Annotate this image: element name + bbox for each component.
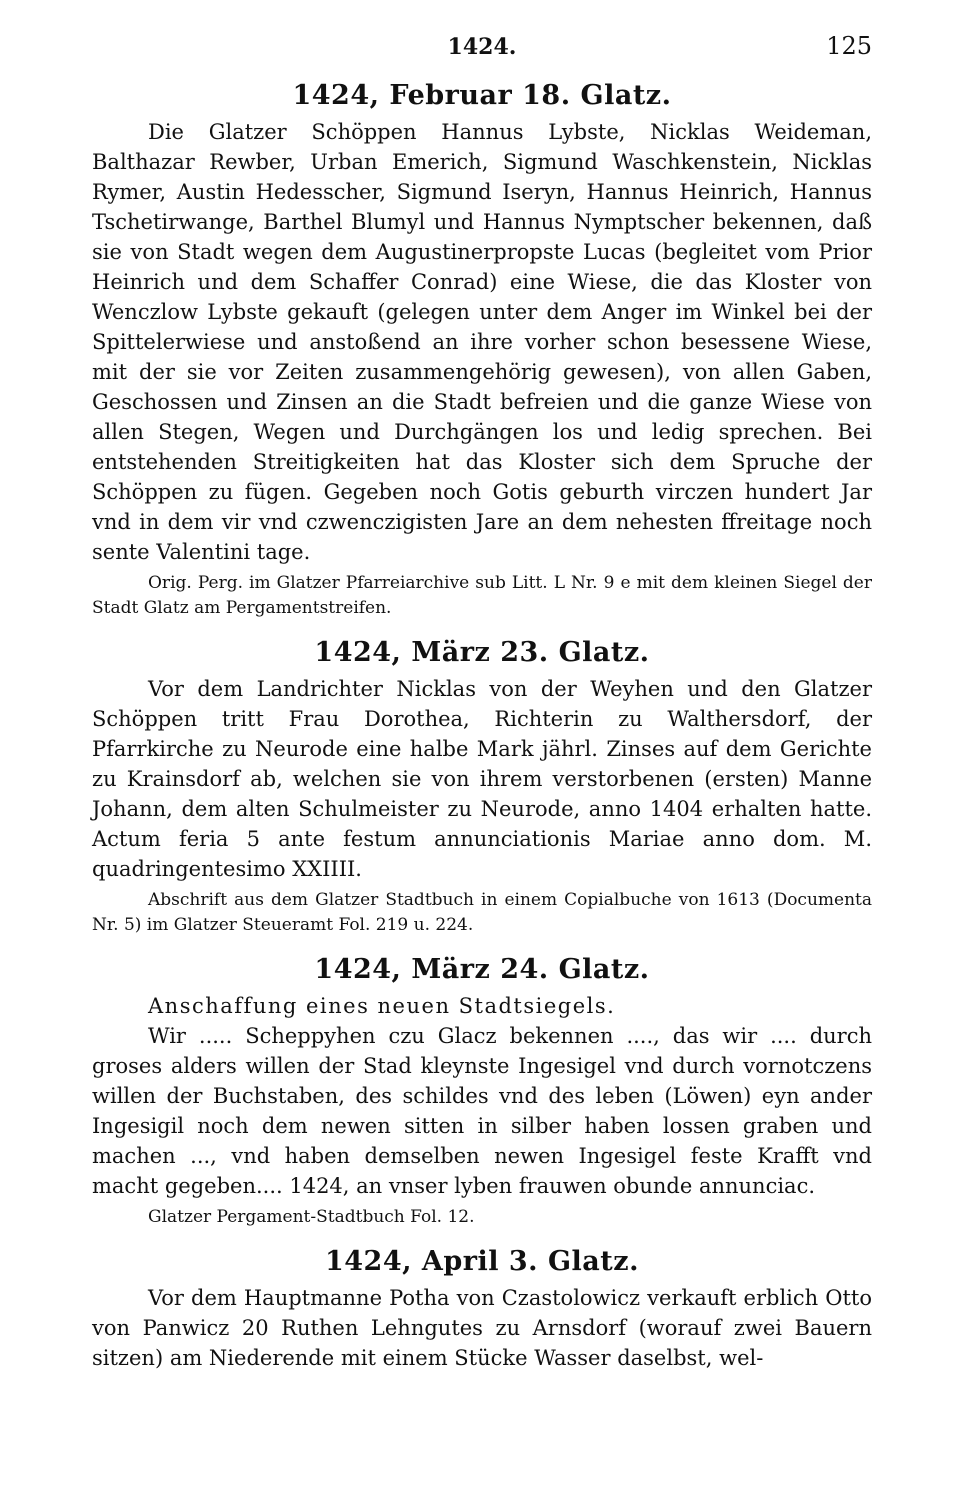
entry-text: Vor dem Landrichter Nicklas von der Weyhen und den Glatzer Schöppen tritt Frau Dorothea, Richterin zu Walthersdorf, der Pfarrkirche zu Neurode eine halbe Mark jährl. Zinses auf dem Gerichte zu Krainsdorf ab, welchen sie von ihrem verstorbenen (ersten) Manne Johann, dem alten Schulmeister zu Neurode, anno 1404 erhalten hatte. Actum feria 5 ante festum annunciationis Mariae anno dom. M. quadringentesimo XXIIII. (92, 677, 872, 881)
entry-source: Orig. Perg. im Glatzer Pfarreiarchive sub Litt. L Nr. 9 e mit dem kleinen Siegel der Stadt Glatz am Pergamentstreifen. (92, 573, 872, 618)
entry-heading: 1424, April 3. Glatz. (324, 1246, 639, 1277)
entry-source: Glatzer Pergament-Stadtbuch Fol. 12. (148, 1207, 475, 1227)
entry-text: Vor dem Hauptmanne Potha von Czastolowicz verkauft erblich Otto von Panwicz 20 Ruthen Lehngutes zu Arnsdorf (worauf zwei Bauern sitzen) am Niederende mit einem Stücke Wasser daselbst, wel- (92, 1286, 872, 1370)
entry-heading: 1424, Februar 18. Glatz. (292, 80, 672, 111)
entry-1424-mar-24 (92, 954, 872, 1230)
document-page (92, 30, 872, 1373)
entry-heading: 1424, März 24. Glatz. (314, 954, 650, 985)
entry-subtitle: Anschaffung eines neuen Stadtsiegels. (148, 994, 616, 1018)
entry-heading: 1424, März 23. Glatz. (314, 637, 650, 668)
running-head (92, 30, 872, 70)
entry-source: Abschrift aus dem Glatzer Stadtbuch in einem Copialbuche von 1613 (Documenta Nr. 5) im Glatzer Steueramt Fol. 219 u. 224. (92, 890, 872, 935)
entry-text: Die Glatzer Schöppen Hannus Lybste, Nicklas Weideman, Balthazar Rewber, Urban Emerich, Sigmund Waschkenstein, Nicklas Rymer, Austin Hedesscher, Sigmund Iseryn, Hannus Heinrich, Hannus Tschetirwange, Barthel Blumyl und Hannus Nymptscher bekennen, daß sie von Stadt wegen dem Augustinerpropste Lucas (begleitet vom Prior Heinrich und dem Schaffer Conrad) eine Wiese, die das Kloster von Wenczlow Lybste gekauft (gelegen unter dem Anger im Winkel bei der Spittelerwiese und anstoßend an ihre vorher schon besessene Wiese, mit der sie vor Zeiten zusammengehörig gewesen), von allen Gaben, Geschossen und Zinsen an die Stadt befreien und die ganze Wiese von allen Stegen, Wegen und Durchgängen los und ledig sprechen. Bei entstehenden Streitigkeiten hat das Kloster sich dem Spruche der Schöppen zu fügen. Gegeben noch Gotis geburth virczen hundert Jar vnd in dem vir vnd czwenczigisten Jare an dem nehesten ffreitage noch sente Valentini tage. (92, 120, 872, 564)
running-head-year: 1424. (447, 34, 517, 60)
entry-1424-mar-23 (92, 637, 872, 938)
entry-1424-apr-3 (92, 1246, 872, 1373)
page-number: 125 (826, 32, 872, 60)
entry-text: Wir ..... Scheppyhen czu Glacz bekennen ...., das wir .... durch groses alders willen der Stad kleynste Ingesigel vnd durch vornotczens willen der Buchstaben, des schildes vnd des leben (Löwen) eyn ander Ingesigil noch dem newen sitten in silber haben lossen graben und machen ..., vnd haben demselben newen Ingesigel feste Krafft vnd macht gegeben.... 1424, an vnser lyben frauwen obunde annunciac. (92, 1024, 872, 1198)
entry-1424-feb-18 (92, 80, 872, 621)
